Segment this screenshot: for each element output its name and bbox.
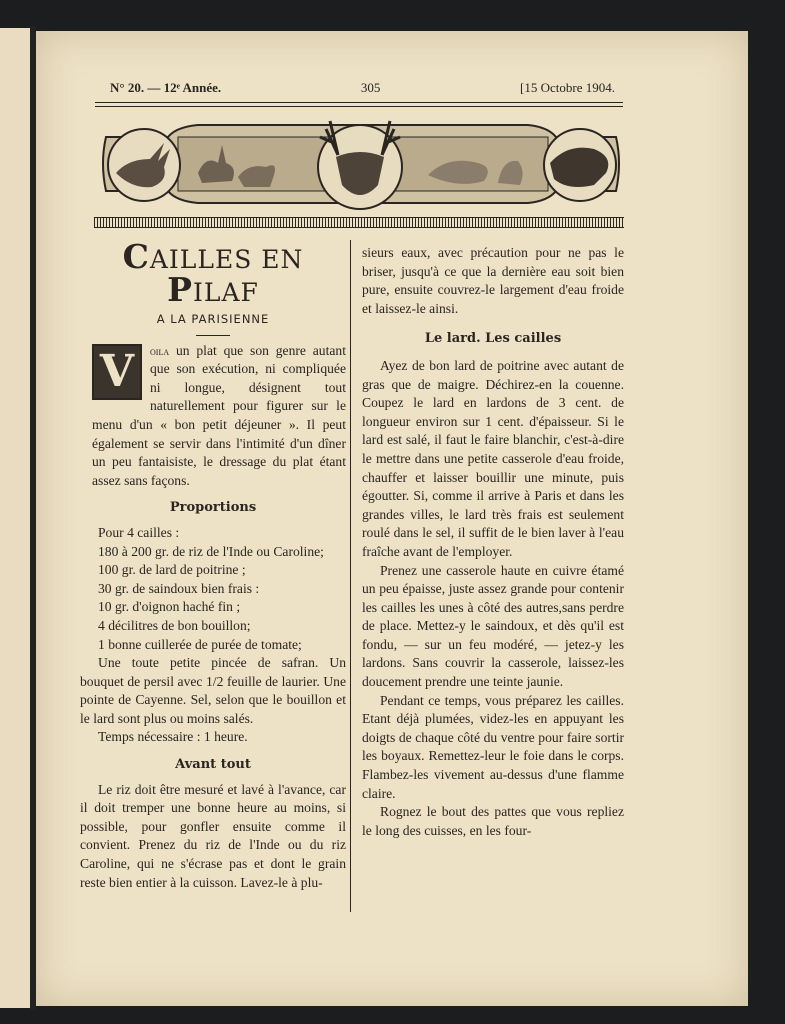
title-rule [196, 335, 230, 336]
pattes-paragraph: Rognez le bout des pattes que vous repliez le long des cuisses, en les four- [362, 804, 624, 838]
left-column [80, 238, 346, 892]
issue-number: N° 20. — 12ᵉ Année. [110, 80, 222, 95]
intro-paragraph: V oila un plat que son genre autant que son exécution, ni compliquée ni longue, désignent tout naturellement pour figurer sur le menu d'un « bon petit déjeuner ». Il peut également se servir dans l'intimité d'un dîner un peu fantaisiste, le dressage du plat étant assez sans façons. [92, 342, 346, 488]
right-column [362, 244, 624, 840]
cailles-paragraph: Pendant ce temps, vous préparez les cailles. Etant déjà plumées, videz-les en appuyant les doigts de chaque côté du ventre pour faire sortir les boyaux. Remettez-leur le foie dans le corps. Flambez-les vivement au-dessus d'une flamme claire. [362, 692, 624, 801]
proportions-heading: Proportions [169, 500, 257, 516]
list-item: 180 à 200 gr. de riz de l'Inde ou Caroline; [98, 543, 324, 559]
list-item: 30 gr. de saindoux bien frais : [98, 580, 260, 596]
hare-icon [108, 129, 180, 201]
time-required: Temps nécessaire : 1 heure. [98, 729, 248, 745]
list-item: 1 bonne cuillerée de purée de tomate; [98, 636, 302, 652]
article-title: CAILLES EN PILAF [122, 237, 304, 309]
dropcap-letter: V [92, 344, 142, 400]
avant-tout-paragraph: Le riz doit être mesuré et lavé à l'avance, car il doit tremper une bonne heure au moins, si possible, pour gonfler ensuite comme il convient. Prenez du riz de l'Inde ou du riz Caroline, qui ne s'écrase pas et dont le grain reste bien entier à la cuisson. Lavez-le à plu- [80, 781, 346, 890]
column-divider [350, 240, 351, 912]
article-subtitle: A LA PARISIENNE [156, 312, 270, 326]
lard-cailles-heading: Le lard. Les cailles [424, 331, 562, 347]
header-rule [95, 102, 623, 103]
hunting-banner [98, 115, 624, 213]
header-rule-thin [95, 106, 623, 107]
avant-tout-heading: Avant tout [175, 757, 251, 773]
running-header [110, 80, 615, 96]
proportions-note: Une toute petite pincée de safran. Un bouquet de persil avec 1/2 feuille de laurier. Une pointe de Cayenne. Sel, selon que le bouillon et le lard sont plus ou moins salés. [80, 655, 346, 726]
ingredient-list [80, 524, 346, 654]
page-number: 305 [360, 80, 381, 95]
continuation-paragraph: sieurs eaux, avec précaution pour ne pas le briser, jusqu'à ce que la dernière eau soit bien pure, ensuite couvrez-le largement d'eau froide et laissez-le ainsi. [362, 245, 624, 316]
casserole-paragraph: Prenez une casserole haute en cuivre étamé un peu épaisse, juste assez grande pour contenir les cailles les unes à côté des autres,sans perdre de place. Mettez-y le saindoux, et dès qu'il est fondu, — sur un feu modéré, — jetez-y les lardons. Sans couvrir la casserole, laissez-les doucement prendre une teinte jaunie. [362, 562, 624, 690]
list-item: 10 gr. d'oignon haché fin ; [98, 599, 241, 615]
list-item: 100 gr. de lard de poitrine ; [98, 562, 246, 578]
list-item: 4 décilitres de bon bouillon; [98, 617, 251, 633]
lard-paragraph: Ayez de bon lard de poitrine avec autant de gras que de maigre. Déchirez-en la couenne. Coupez le lard en lardons de 3 cent. de longueur environ sur 1 cent. d'épaisseur. Si le lard est salé, il faut le faire blanchir, c'est-à-dire le mettre dans une petite casserole d'eau froide, chauffer et laisser bouillir une minute, puis égoutter. Si, comme il arrive à Paris et dans les grandes villes, le lard très frais est seulement roulé dans le sel, il suffit de le bien laver à l'eau fraîche avant de l'employer. [362, 357, 624, 559]
decorative-border-strip [94, 217, 624, 228]
issue-date: [15 Octobre 1904. [520, 80, 615, 95]
boar-icon [544, 129, 616, 201]
list-item: Pour 4 cailles : [98, 524, 180, 540]
facing-page-edge [0, 28, 33, 1008]
